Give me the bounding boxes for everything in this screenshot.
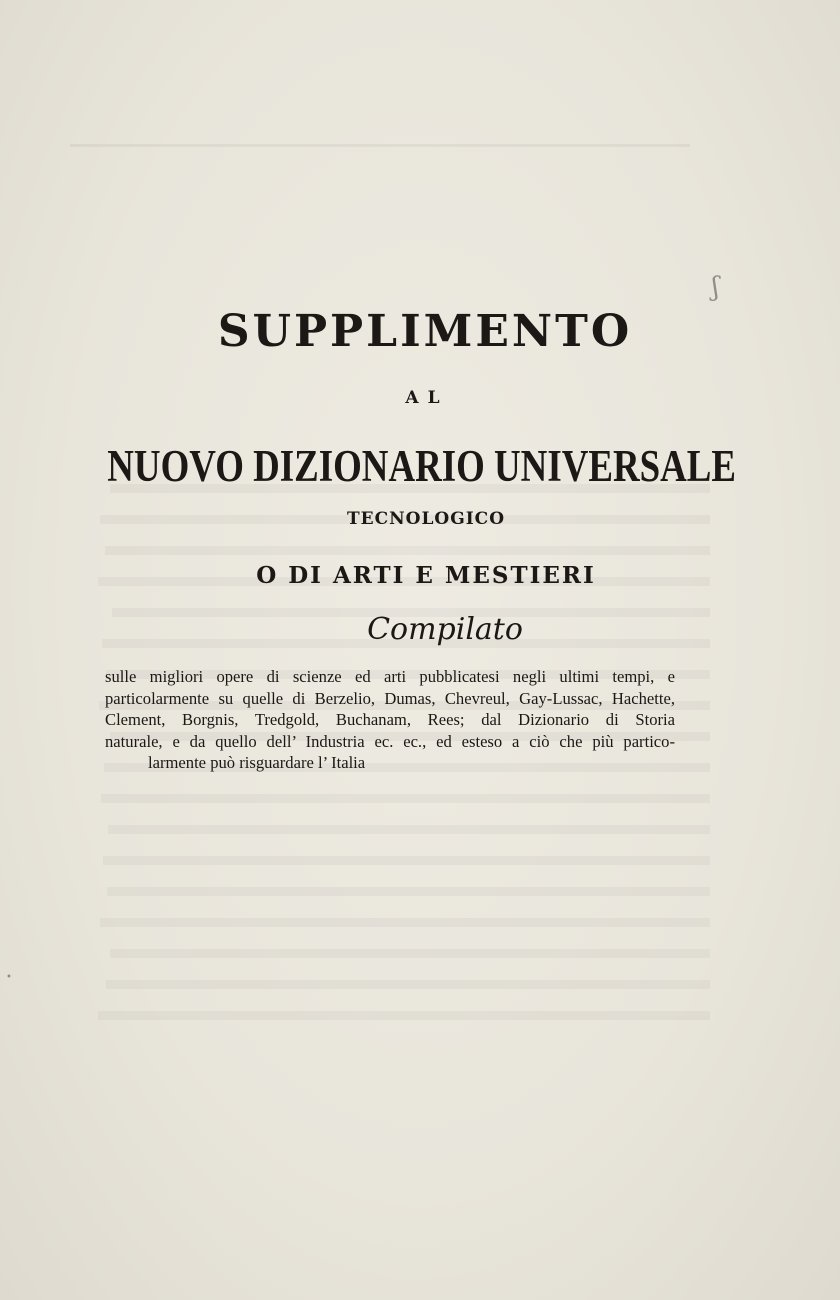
title-supplimento: SUPPLIMENTO <box>217 306 633 357</box>
description-line: particolarmente su quelle di Berzelio, Dumas, Chevreul, Gay-Lussac, Hachette, <box>105 688 675 708</box>
title-nuovo-dizionario: NUOVO DIZIONARIO UNIVERSALE <box>107 441 736 491</box>
title-compilato: Compilato <box>367 612 523 647</box>
title-tecnologico: TECNOLOGICO <box>346 509 506 529</box>
title-arti-mestieri: O DI ARTI E MESTIERI <box>256 562 596 589</box>
margin-mark: ʃ <box>712 272 720 302</box>
description-line: larmente può risguardare l’ Italia <box>148 753 366 772</box>
description-line: sulle migliori opere di scienze ed arti pubblicatesi negli ultimi tempi, e <box>105 667 675 686</box>
title-al: AL <box>405 388 449 408</box>
description-line: Clement, Borgnis, Tredgold, Buchanam, Rees; dal Dizionario di Storia <box>105 710 675 729</box>
description-line: naturale, e da quello dell’ Industria ec. ec., ed esteso a ciò che più partico- <box>105 731 675 751</box>
margin-dot: • <box>6 972 12 983</box>
description-paragraph <box>105 666 675 774</box>
